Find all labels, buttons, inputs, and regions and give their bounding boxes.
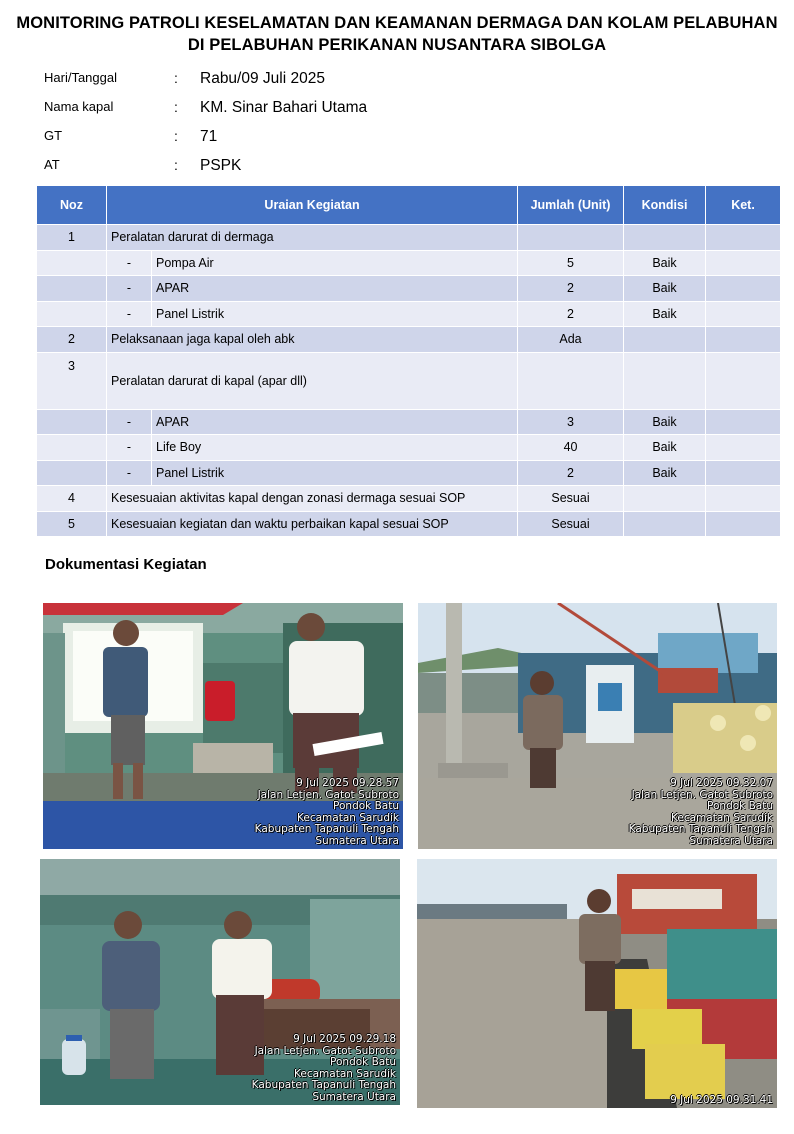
photo-timestamp — [629, 778, 773, 847]
cell-no: 1 — [37, 225, 107, 251]
stamp-line: Sumatera Utara — [315, 834, 399, 847]
cell-jumlah: Ada — [518, 327, 624, 353]
stamp-line: Pondok Batu — [330, 1056, 396, 1068]
cell-no: 3 — [37, 352, 107, 409]
stamp-line: Jalan Letjen. Gatot Subroto — [631, 788, 773, 801]
cell-jumlah: Sesuai — [518, 486, 624, 512]
table-row — [37, 511, 781, 537]
cell-ket — [706, 352, 781, 409]
cell-desc: Pelaksanaan jaga kapal oleh abk — [107, 327, 518, 353]
cell-ket — [706, 225, 781, 251]
cell-no — [37, 460, 107, 486]
cell-kondisi — [624, 352, 706, 409]
stamp-line: 9 Jul 2025 09.28.57 — [296, 777, 399, 789]
info-label: Nama kapal — [44, 99, 114, 114]
stamp-line: 9 Jul 2025 09.29.18 — [293, 1033, 396, 1045]
stamp-line: Kabupaten Tapanuli Tengah — [254, 823, 399, 835]
cell-ket — [706, 301, 781, 327]
cell-desc: Peralatan darurat di dermaga — [107, 225, 518, 251]
table-row — [37, 276, 781, 302]
cell-jumlah — [518, 225, 624, 251]
cell-jumlah: 5 — [518, 250, 624, 276]
cell-desc: Panel Listrik — [152, 460, 518, 486]
photo-ship-interior-2 — [40, 859, 400, 1105]
cell-kondisi — [624, 225, 706, 251]
cell-kondisi — [624, 511, 706, 537]
cell-no: 2 — [37, 327, 107, 353]
cell-desc: Pompa Air — [152, 250, 518, 276]
table-row — [37, 225, 781, 251]
info-colon: : — [174, 157, 178, 173]
table-row — [37, 327, 781, 353]
info-value: 71 — [200, 128, 218, 145]
info-value: Rabu/09 Juli 2025 — [200, 70, 325, 87]
table-row — [37, 435, 781, 461]
cell-kondisi: Baik — [624, 301, 706, 327]
stamp-line: Pondok Batu — [333, 800, 399, 812]
stamp-line: Kabupaten Tapanuli Tengah — [628, 823, 773, 835]
stamp-line: 9 Jul 2025 09.31.41 — [670, 1093, 773, 1106]
cell-desc: Panel Listrik — [152, 301, 518, 327]
activity-table — [36, 185, 781, 537]
cell-kondisi — [624, 486, 706, 512]
table-row — [37, 250, 781, 276]
photo-timestamp — [252, 1034, 396, 1103]
info-colon: : — [174, 99, 178, 115]
documentation-heading: Dokumentasi Kegiatan — [45, 556, 207, 573]
cell-dash: - — [107, 435, 152, 461]
cell-ket — [706, 327, 781, 353]
photo-timestamp — [255, 778, 399, 847]
cell-jumlah — [518, 352, 624, 409]
stamp-line: Pondok Batu — [707, 800, 773, 812]
cell-ket — [706, 276, 781, 302]
cell-dash: - — [107, 460, 152, 486]
document-title — [0, 12, 794, 56]
cell-no — [37, 276, 107, 302]
info-label: AT — [44, 157, 60, 172]
cell-kondisi: Baik — [624, 460, 706, 486]
info-value: PSPK — [200, 157, 242, 174]
cell-ket — [706, 511, 781, 537]
cell-no — [37, 435, 107, 461]
cell-ket — [706, 486, 781, 512]
table-row — [37, 301, 781, 327]
stamp-line: 9 Jul 2025 09.32.07 — [670, 777, 773, 789]
cell-ket — [706, 250, 781, 276]
cell-kondisi: Baik — [624, 250, 706, 276]
cell-jumlah: 2 — [518, 301, 624, 327]
cell-kondisi: Baik — [624, 409, 706, 435]
cell-desc: Kesesuaian aktivitas kapal dengan zonasi dermaga sesuai SOP — [107, 486, 518, 512]
stamp-line: Kecamatan Sarudik — [297, 811, 399, 824]
cell-dash: - — [107, 276, 152, 302]
stamp-line: Kabupaten Tapanuli Tengah — [251, 1079, 396, 1091]
stamp-line: Jalan Letjen. Gatot Subroto — [257, 788, 399, 801]
table-row — [37, 409, 781, 435]
cell-desc: APAR — [152, 276, 518, 302]
cell-no — [37, 409, 107, 435]
cell-dash: - — [107, 301, 152, 327]
cell-jumlah: 3 — [518, 409, 624, 435]
stamp-line: Kecamatan Sarudik — [294, 1067, 396, 1080]
header-uraian: Uraian Kegiatan — [107, 186, 518, 225]
table-row — [37, 352, 781, 409]
cell-dash: - — [107, 250, 152, 276]
cell-jumlah: 40 — [518, 435, 624, 461]
photo-timestamp — [670, 1095, 773, 1107]
cell-no — [37, 250, 107, 276]
title-line-1: MONITORING PATROLI KESELAMATAN DAN KEAMANAN DERMAGA DAN KOLAM PELABUHAN — [16, 14, 778, 32]
cell-ket — [706, 460, 781, 486]
cell-kondisi: Baik — [624, 276, 706, 302]
header-kondisi: Kondisi — [624, 186, 706, 225]
cell-ket — [706, 409, 781, 435]
stamp-line: Sumatera Utara — [689, 834, 773, 847]
cell-desc: Peralatan darurat di kapal (apar dll) — [107, 352, 518, 409]
header-jumlah: Jumlah (Unit) — [518, 186, 624, 225]
cell-desc: Kesesuaian kegiatan dan waktu perbaikan kapal sesuai SOP — [107, 511, 518, 537]
stamp-line: Kecamatan Sarudik — [671, 811, 773, 824]
info-value: KM. Sinar Bahari Utama — [200, 99, 368, 116]
cell-dash: - — [107, 409, 152, 435]
cell-ket — [706, 435, 781, 461]
stamp-line: Jalan Letjen. Gatot Subroto — [254, 1044, 396, 1057]
info-colon: : — [174, 128, 178, 144]
table-header-row — [37, 186, 781, 225]
photo-harbor-dock-2 — [417, 859, 777, 1108]
cell-desc: APAR — [152, 409, 518, 435]
cell-no — [37, 301, 107, 327]
cell-desc: Life Boy — [152, 435, 518, 461]
header-no: Noz — [37, 186, 107, 225]
cell-no: 5 — [37, 511, 107, 537]
photo-ship-interior-1 — [43, 603, 403, 849]
title-line-2: DI PELABUHAN PERIKANAN NUSANTARA SIBOLGA — [187, 36, 607, 54]
cell-jumlah: 2 — [518, 276, 624, 302]
stamp-line: Sumatera Utara — [312, 1090, 396, 1103]
info-label: Hari/Tanggal — [44, 70, 117, 85]
cell-kondisi: Baik — [624, 435, 706, 461]
table-row — [37, 486, 781, 512]
cell-jumlah: 2 — [518, 460, 624, 486]
cell-jumlah: Sesuai — [518, 511, 624, 537]
cell-no: 4 — [37, 486, 107, 512]
photo-harbor-dock-1 — [418, 603, 777, 849]
cell-kondisi — [624, 327, 706, 353]
info-colon: : — [174, 70, 178, 86]
info-label: GT — [44, 128, 63, 143]
table-row — [37, 460, 781, 486]
header-ket: Ket. — [706, 186, 781, 225]
